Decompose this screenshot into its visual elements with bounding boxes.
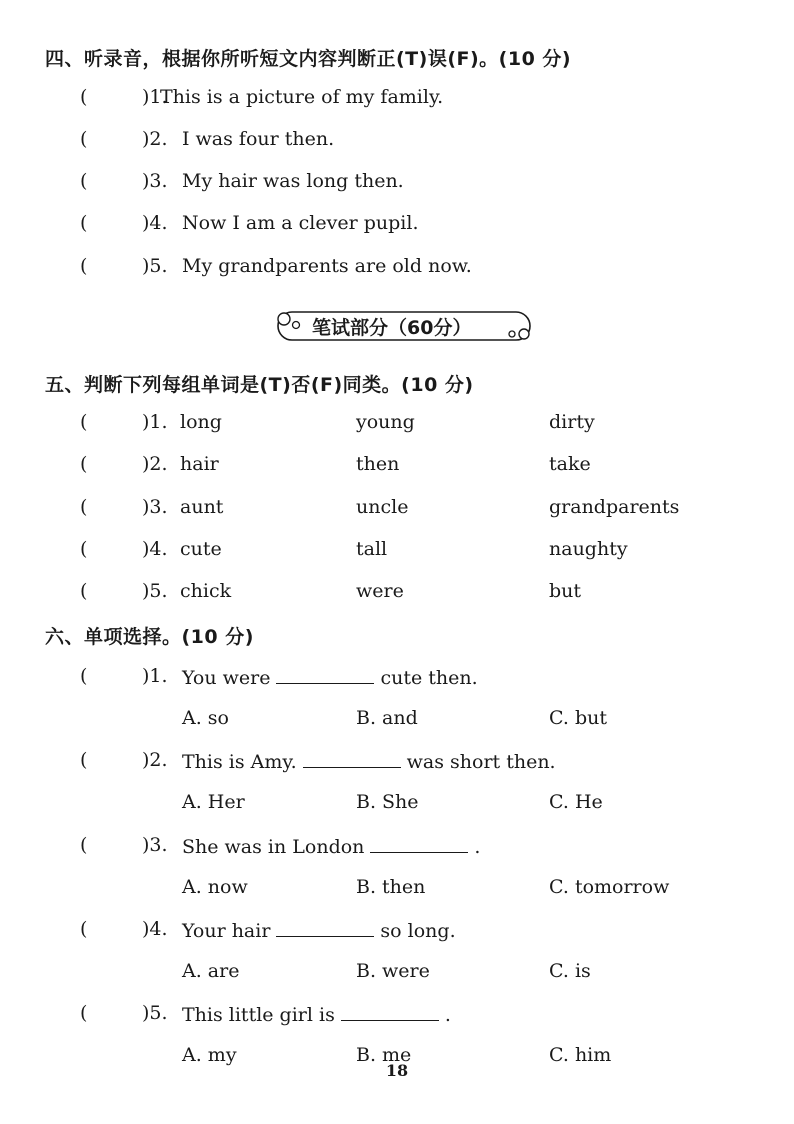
choice-question-2 (80, 749, 760, 779)
word-2: tall (356, 538, 388, 560)
word-3: dirty (549, 411, 595, 433)
answer-paren-open: ( (80, 255, 88, 277)
question-text: Your hair so long. (182, 920, 456, 942)
listening-item-2 (80, 128, 760, 158)
word-2: uncle (356, 496, 409, 518)
item-text: Now I am a clever pupil. (182, 212, 419, 234)
option-c: C. tomorrow (549, 876, 670, 898)
item-text: My hair was long then. (182, 170, 404, 192)
word-1: hair (180, 453, 219, 475)
item-number: )5. (142, 1002, 168, 1024)
answer-paren-open: ( (80, 411, 88, 433)
choice-options-3 (182, 876, 762, 906)
answer-blank (276, 918, 374, 937)
item-number: )1. (142, 86, 168, 108)
word-group-4 (80, 538, 760, 568)
choice-question-1 (80, 665, 760, 695)
word-group-1 (80, 411, 760, 441)
option-a: A. Her (182, 791, 245, 813)
banner-title: 笔试部分（60分） (312, 317, 472, 339)
choice-options-2 (182, 791, 762, 821)
item-number: )1. (142, 665, 168, 687)
word-1: chick (180, 580, 232, 602)
question-text: You were cute then. (182, 667, 478, 689)
option-b: B. and (356, 707, 418, 729)
answer-paren-open: ( (80, 538, 88, 560)
item-text: This is a picture of my family. (160, 86, 444, 108)
item-number: )5. (142, 255, 168, 277)
word-1: cute (180, 538, 222, 560)
word-3: grandparents (549, 496, 680, 518)
answer-paren-open: ( (80, 212, 88, 234)
answer-paren-open: ( (80, 496, 88, 518)
section-5-heading: 五、判断下列每组单词是(T)否(F)同类。(10 分) (45, 374, 474, 396)
option-a: A. now (182, 876, 248, 898)
option-a: A. so (182, 707, 229, 729)
option-c: C. but (549, 707, 607, 729)
item-number: )3. (142, 170, 168, 192)
question-text: She was in London . (182, 836, 481, 858)
item-number: )2. (142, 453, 168, 475)
answer-blank (303, 749, 401, 768)
option-b: B. then (356, 876, 426, 898)
word-3: but (549, 580, 582, 602)
item-number: )1. (142, 411, 168, 433)
section-4-heading: 四、听录音，根据你所听短文内容判断正(T)误(F)。(10 分) (45, 48, 572, 70)
listening-item-3 (80, 170, 760, 200)
answer-paren-open: ( (80, 918, 88, 940)
item-number: )5. (142, 580, 168, 602)
answer-blank (341, 1002, 439, 1021)
item-number: )3. (142, 496, 168, 518)
answer-paren-open: ( (80, 170, 88, 192)
option-a: A. my (182, 1044, 237, 1066)
answer-blank (370, 834, 468, 853)
item-number: )3. (142, 834, 168, 856)
word-group-5 (80, 580, 760, 610)
answer-paren-open: ( (80, 128, 88, 150)
answer-paren-open: ( (80, 665, 88, 687)
answer-paren-open: ( (80, 580, 88, 602)
choice-question-4 (80, 918, 760, 948)
word-1: aunt (180, 496, 224, 518)
page-number: 18 (385, 1061, 409, 1080)
option-b: B. She (356, 791, 419, 813)
item-text: I was four then. (182, 128, 335, 150)
choice-question-5 (80, 1002, 760, 1032)
option-c: C. is (549, 960, 591, 982)
word-1: long (180, 411, 222, 433)
answer-blank (276, 665, 374, 684)
choice-question-3 (80, 834, 760, 864)
item-number: )4. (142, 212, 168, 234)
choice-options-4 (182, 960, 762, 990)
answer-paren-open: ( (80, 834, 88, 856)
written-part-banner (272, 310, 536, 342)
option-c: C. He (549, 791, 603, 813)
option-b: B. were (356, 960, 430, 982)
item-number: )4. (142, 918, 168, 940)
listening-item-4 (80, 212, 760, 242)
item-text: My grandparents are old now. (182, 255, 472, 277)
answer-paren-open: ( (80, 749, 88, 771)
answer-paren-open: ( (80, 453, 88, 475)
item-number: )2. (142, 128, 168, 150)
question-text: This is Amy. was short then. (182, 751, 556, 773)
listening-item-5 (80, 255, 760, 285)
option-b: B. me (356, 1044, 412, 1066)
word-group-3 (80, 496, 760, 526)
item-number: )4. (142, 538, 168, 560)
question-text: This little girl is . (182, 1004, 451, 1026)
item-number: )2. (142, 749, 168, 771)
word-2: then (356, 453, 400, 475)
listening-item-1 (80, 86, 760, 116)
option-c: C. him (549, 1044, 612, 1066)
section-6-heading: 六、单项选择。(10 分) (45, 626, 254, 648)
word-group-2 (80, 453, 760, 483)
word-3: naughty (549, 538, 628, 560)
answer-paren-open: ( (80, 86, 88, 108)
answer-paren-open: ( (80, 1002, 88, 1024)
word-2: were (356, 580, 404, 602)
option-a: A. are (182, 960, 240, 982)
choice-options-1 (182, 707, 762, 737)
word-2: young (356, 411, 415, 433)
word-3: take (549, 453, 591, 475)
